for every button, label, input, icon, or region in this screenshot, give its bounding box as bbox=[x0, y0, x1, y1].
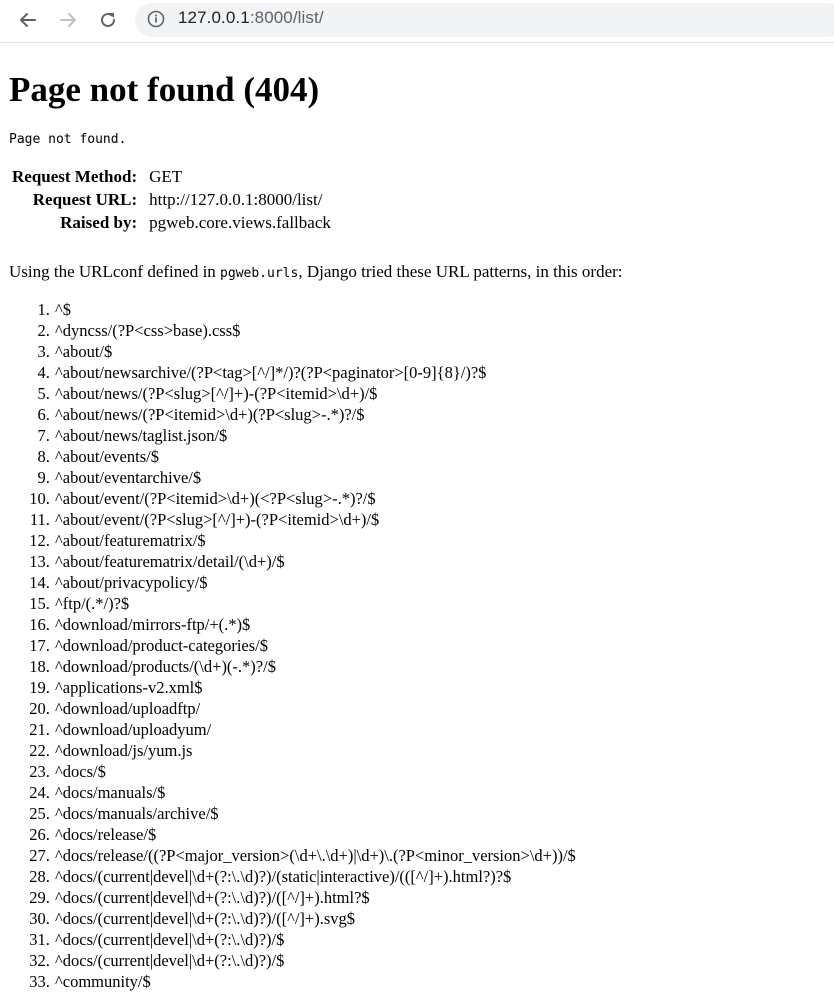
urlconf-module: pgweb.urls bbox=[220, 266, 299, 281]
url-pattern-item: 13. ^about/featurematrix/detail/(\d+)/$ bbox=[54, 551, 576, 572]
info-icon bbox=[147, 10, 165, 28]
url-pattern-item: 31. ^docs/(current|devel|\d+(?:\.\d)?)/$ bbox=[54, 929, 576, 950]
url-pattern-item: 12. ^about/featurematrix/$ bbox=[54, 530, 576, 551]
url-host: 127.0.0.1 bbox=[178, 8, 250, 27]
url-pattern-item: 23. ^docs/$ bbox=[54, 761, 576, 782]
url-pattern-item: 4. ^about/newsarchive/(?P<tag>[^/]*/)?(?P<paginator>[0-9]{8}/)?$ bbox=[54, 362, 576, 383]
meta-row bbox=[9, 212, 334, 235]
reload-icon bbox=[98, 10, 118, 30]
url-pattern-item: 30. ^docs/(current|devel|\d+(?:\.\d)?)/([^/]+).svg$ bbox=[54, 908, 576, 929]
site-info-button[interactable] bbox=[147, 10, 165, 33]
url-pattern-item: 20. ^download/uploadftp/ bbox=[54, 698, 576, 719]
arrow-left-icon bbox=[18, 10, 38, 30]
url-pattern-item: 7. ^about/news/taglist.json/$ bbox=[54, 425, 576, 446]
url-pattern-item: 24. ^docs/manuals/$ bbox=[54, 782, 576, 803]
url-pattern-item: 17. ^download/product-categories/$ bbox=[54, 635, 576, 656]
url-pattern-item: 29. ^docs/(current|devel|\d+(?:\.\d)?)/([^/]+).html?$ bbox=[54, 887, 576, 908]
urlconf-intro bbox=[9, 262, 623, 282]
meta-row bbox=[9, 166, 334, 189]
forward-button[interactable] bbox=[56, 8, 80, 32]
page-title: Page not found (404) bbox=[9, 70, 320, 109]
url-pattern-item: 28. ^docs/(current|devel|\d+(?:\.\d)?)/(static|interactive)/(([^/]+).html?)?$ bbox=[54, 866, 576, 887]
meta-value: pgweb.core.views.fallback bbox=[149, 213, 331, 232]
url-pattern-item: 21. ^download/uploadyum/ bbox=[54, 719, 576, 740]
url-pattern-item: 18. ^download/products/(\d+)(-.*)?/$ bbox=[54, 656, 576, 677]
url-pattern-item: 11. ^about/event/(?P<slug>[^/]+)-(?P<itemid>\d+)/$ bbox=[54, 509, 576, 530]
url-pattern-item: 1. ^$ bbox=[54, 299, 576, 320]
url-pattern-item: 32. ^docs/(current|devel|\d+(?:\.\d)?)/$ bbox=[54, 950, 576, 971]
url-pattern-item: 26. ^docs/release/$ bbox=[54, 824, 576, 845]
url-pattern-item: 27. ^docs/release/((?P<major_version>(\d+\.\d+)|\d+)\.(?P<minor_version>\d+))/$ bbox=[54, 845, 576, 866]
meta-row bbox=[9, 189, 334, 212]
url-pattern-item: 22. ^download/js/yum.js bbox=[54, 740, 576, 761]
browser-toolbar bbox=[0, 0, 834, 43]
url-pattern-item: 19. ^applications-v2.xml$ bbox=[54, 677, 576, 698]
url-rest: :8000/list/ bbox=[249, 8, 324, 27]
url-pattern-item: 5. ^about/news/(?P<slug>[^/]+)-(?P<itemid>\d+)/$ bbox=[54, 383, 576, 404]
url-pattern-item: 6. ^about/news/(?P<itemid>\d+)(?P<slug>-.*)?/$ bbox=[54, 404, 576, 425]
url-pattern-item: 9. ^about/eventarchive/$ bbox=[54, 467, 576, 488]
url-pattern-item: 2. ^dyncss/(?P<css>base).css$ bbox=[54, 320, 576, 341]
url-patterns-list bbox=[9, 299, 576, 992]
url-text[interactable] bbox=[178, 8, 324, 28]
meta-label: Raised by: bbox=[60, 213, 138, 232]
request-summary-table bbox=[9, 166, 334, 235]
url-pattern-item: 33. ^community/$ bbox=[54, 971, 576, 992]
meta-label: Request URL: bbox=[32, 190, 138, 209]
intro-after: , Django tried these URL patterns, in this order: bbox=[298, 262, 623, 281]
url-pattern-item: 15. ^ftp/(.*/)?$ bbox=[54, 593, 576, 614]
reload-button[interactable] bbox=[96, 8, 120, 32]
meta-value: GET bbox=[149, 167, 183, 186]
intro-before: Using the URLconf defined in bbox=[9, 262, 221, 281]
url-pattern-item: 3. ^about/$ bbox=[54, 341, 576, 362]
url-pattern-item: 14. ^about/privacypolicy/$ bbox=[54, 572, 576, 593]
url-pattern-item: 10. ^about/event/(?P<itemid>\d+)(<?P<slug>-.*)?/$ bbox=[54, 488, 576, 509]
url-pattern-item: 25. ^docs/manuals/archive/$ bbox=[54, 803, 576, 824]
url-pattern-item: 8. ^about/events/$ bbox=[54, 446, 576, 467]
meta-label: Request Method: bbox=[12, 167, 138, 186]
arrow-right-icon bbox=[58, 10, 78, 30]
exception-reason: Page not found. bbox=[9, 132, 127, 147]
url-pattern-item: 16. ^download/mirrors-ftp/+(.*)$ bbox=[54, 614, 576, 635]
back-button[interactable] bbox=[16, 8, 40, 32]
meta-value: http://127.0.0.1:8000/list/ bbox=[149, 190, 323, 209]
